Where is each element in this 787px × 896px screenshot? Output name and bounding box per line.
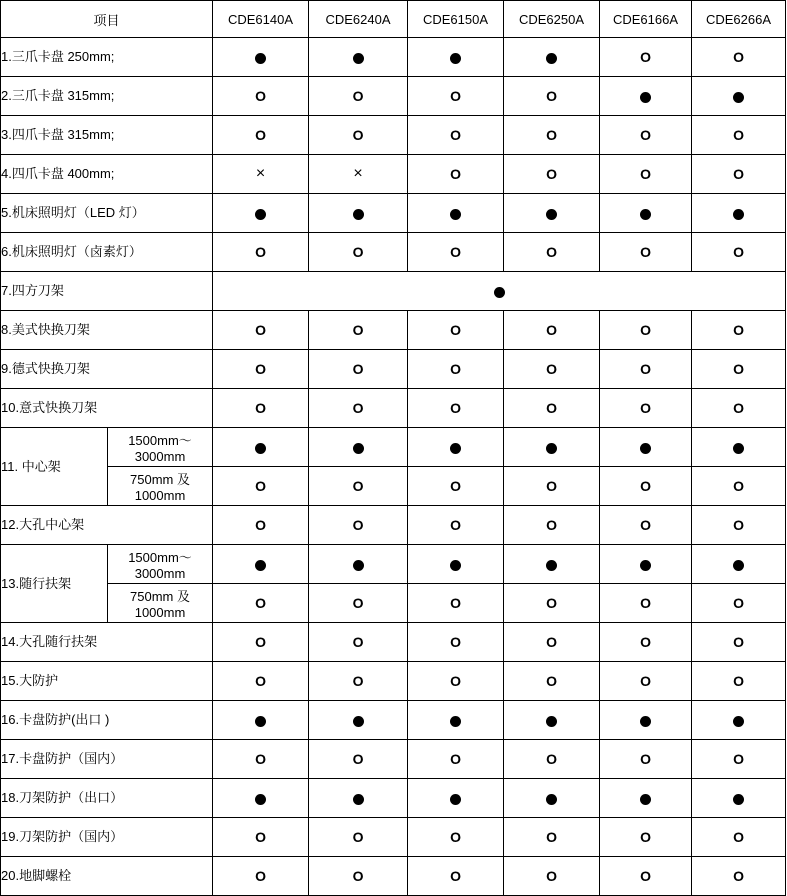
table-row (1, 701, 786, 740)
mark-cell (692, 662, 786, 701)
table-row (1, 623, 786, 662)
mark-cell (213, 233, 309, 272)
mark-cell (408, 116, 504, 155)
header-model-4: CDE6166A (600, 1, 692, 38)
header-model-2: CDE6150A (408, 1, 504, 38)
mark-cell (504, 77, 600, 116)
row-label: 18.刀架防护（出口） (1, 779, 213, 818)
mark-cell (600, 155, 692, 194)
mark-cell (309, 389, 408, 428)
mark-cell (600, 233, 692, 272)
mark-cell (692, 194, 786, 233)
mark-cell (692, 506, 786, 545)
mark-cell (504, 701, 600, 740)
row-label: 20.地脚螺栓 (1, 857, 213, 896)
row-label: 16.卡盘防护(出口 ) (1, 701, 213, 740)
mark-cell (309, 740, 408, 779)
mark-cell (600, 311, 692, 350)
mark-cell (692, 116, 786, 155)
mark-cell (600, 506, 692, 545)
mark-cell (504, 389, 600, 428)
mark-cell (692, 545, 786, 584)
mark-cell (213, 467, 309, 506)
table-row (1, 818, 786, 857)
mark-cell (504, 740, 600, 779)
mark-cell (692, 311, 786, 350)
mark-cell (692, 701, 786, 740)
mark-cell (600, 38, 692, 77)
mark-cell (692, 428, 786, 467)
mark-cell (600, 77, 692, 116)
mark-cell (213, 857, 309, 896)
mark-cell (309, 155, 408, 194)
mark-cell (408, 701, 504, 740)
mark-cell (600, 623, 692, 662)
mark-cell (213, 428, 309, 467)
mark-cell (213, 506, 309, 545)
table-row (1, 311, 786, 350)
mark-cell (692, 38, 786, 77)
mark-cell (309, 818, 408, 857)
table-row (1, 467, 786, 506)
table-row (1, 545, 786, 584)
mark-cell (600, 194, 692, 233)
mark-cell (309, 116, 408, 155)
row-label: 2.三爪卡盘 315mm; (1, 77, 213, 116)
mark-cell (213, 545, 309, 584)
row-label: 1.三爪卡盘 250mm; (1, 38, 213, 77)
mark-cell (600, 545, 692, 584)
row-label: 8.美式快换刀架 (1, 311, 213, 350)
table-row (1, 116, 786, 155)
row-sub-label: 750mm 及 1000mm (108, 584, 213, 623)
mark-cell (692, 77, 786, 116)
mark-cell (309, 38, 408, 77)
header-model-3: CDE6250A (504, 1, 600, 38)
mark-cell (692, 740, 786, 779)
row-label: 9.德式快换刀架 (1, 350, 213, 389)
mark-cell (504, 350, 600, 389)
mark-cell (504, 233, 600, 272)
table-body (1, 38, 786, 896)
header-row (1, 1, 786, 38)
row-label: 11. 中心架 (1, 428, 108, 506)
mark-cell (408, 428, 504, 467)
mark-cell (692, 350, 786, 389)
mark-cell (504, 662, 600, 701)
mark-cell (408, 818, 504, 857)
row-label: 10.意式快换刀架 (1, 389, 213, 428)
mark-cell (504, 155, 600, 194)
mark-cell (692, 818, 786, 857)
mark-cell (692, 857, 786, 896)
mark-cell (213, 779, 309, 818)
row-label: 7.四方刀架 (1, 272, 213, 311)
mark-cell (600, 350, 692, 389)
mark-cell (600, 740, 692, 779)
header-item-label: 项目 (1, 1, 213, 38)
mark-cell (408, 740, 504, 779)
mark-cell (600, 467, 692, 506)
table-row (1, 857, 786, 896)
mark-cell (309, 428, 408, 467)
mark-cell (213, 194, 309, 233)
table-row (1, 740, 786, 779)
mark-cell (213, 389, 309, 428)
mark-cell (213, 740, 309, 779)
row-label: 12.大孔中心架 (1, 506, 213, 545)
mark-cell (504, 38, 600, 77)
table-row (1, 584, 786, 623)
table-row (1, 350, 786, 389)
row-label: 17.卡盘防护（国内） (1, 740, 213, 779)
row-label: 15.大防护 (1, 662, 213, 701)
mark-cell (692, 233, 786, 272)
mark-cell (504, 623, 600, 662)
table-row (1, 389, 786, 428)
mark-cell (600, 116, 692, 155)
mark-cell (309, 350, 408, 389)
mark-cell (408, 857, 504, 896)
table-row (1, 506, 786, 545)
row-label: 14.大孔随行扶架 (1, 623, 213, 662)
row-sub-label: 1500mm～3000mm (108, 428, 213, 467)
mark-cell (309, 662, 408, 701)
mark-cell (504, 311, 600, 350)
table-row (1, 194, 786, 233)
mark-cell (600, 818, 692, 857)
mark-cell (309, 233, 408, 272)
mark-cell (408, 155, 504, 194)
table-row (1, 428, 786, 467)
table-row (1, 233, 786, 272)
mark-cell (504, 116, 600, 155)
mark-cell (309, 701, 408, 740)
mark-cell (692, 467, 786, 506)
mark-cell (504, 857, 600, 896)
mark-cell (408, 233, 504, 272)
mark-cell (504, 584, 600, 623)
mark-cell (213, 116, 309, 155)
mark-cell (504, 428, 600, 467)
mark-cell (309, 506, 408, 545)
mark-cell (408, 662, 504, 701)
mark-cell (309, 545, 408, 584)
mark-cell (600, 779, 692, 818)
mark-cell (309, 584, 408, 623)
mark-cell (692, 155, 786, 194)
mark-cell (213, 77, 309, 116)
mark-cell (408, 311, 504, 350)
mark-cell (692, 623, 786, 662)
mark-cell (213, 662, 309, 701)
mark-cell (504, 818, 600, 857)
table-row (1, 272, 786, 311)
mark-cell (692, 584, 786, 623)
mark-cell (309, 467, 408, 506)
row-label: 13.随行扶架 (1, 545, 108, 623)
mark-cell (600, 584, 692, 623)
mark-cell (600, 389, 692, 428)
mark-cell (309, 311, 408, 350)
mark-cell (408, 350, 504, 389)
mark-cell-span (213, 272, 786, 311)
row-label: 5.机床照明灯（LED 灯） (1, 194, 213, 233)
table-row (1, 38, 786, 77)
mark-cell (504, 467, 600, 506)
mark-cell (213, 350, 309, 389)
mark-cell (309, 779, 408, 818)
mark-cell (692, 779, 786, 818)
mark-cell (309, 77, 408, 116)
mark-cell (408, 467, 504, 506)
mark-cell (213, 623, 309, 662)
table-row (1, 77, 786, 116)
row-sub-label: 750mm 及 1000mm (108, 467, 213, 506)
row-label: 3.四爪卡盘 315mm; (1, 116, 213, 155)
mark-cell (309, 623, 408, 662)
mark-cell (213, 311, 309, 350)
row-label: 4.四爪卡盘 400mm; (1, 155, 213, 194)
mark-cell (309, 857, 408, 896)
table-header (1, 1, 786, 38)
mark-cell (504, 506, 600, 545)
mark-cell (504, 194, 600, 233)
mark-cell (600, 701, 692, 740)
mark-cell (213, 584, 309, 623)
mark-cell (213, 701, 309, 740)
mark-cell (600, 428, 692, 467)
mark-cell (408, 623, 504, 662)
table-row (1, 662, 786, 701)
mark-cell (408, 38, 504, 77)
row-label: 6.机床照明灯（卤素灯） (1, 233, 213, 272)
mark-cell (309, 194, 408, 233)
mark-cell (504, 779, 600, 818)
mark-cell (408, 779, 504, 818)
row-label: 19.刀架防护（国内） (1, 818, 213, 857)
mark-cell (408, 506, 504, 545)
mark-cell (600, 662, 692, 701)
mark-cell (600, 857, 692, 896)
header-model-1: CDE6240A (309, 1, 408, 38)
table-row (1, 779, 786, 818)
header-model-5: CDE6266A (692, 1, 786, 38)
mark-cell (213, 38, 309, 77)
mark-cell (408, 545, 504, 584)
mark-cell (408, 389, 504, 428)
mark-cell (213, 155, 309, 194)
mark-cell (504, 545, 600, 584)
mark-cell (408, 584, 504, 623)
table-row (1, 155, 786, 194)
header-model-0: CDE6140A (213, 1, 309, 38)
mark-cell (213, 818, 309, 857)
mark-cell (692, 389, 786, 428)
mark-cell (408, 194, 504, 233)
row-sub-label: 1500mm～3000mm (108, 545, 213, 584)
mark-cell (408, 77, 504, 116)
